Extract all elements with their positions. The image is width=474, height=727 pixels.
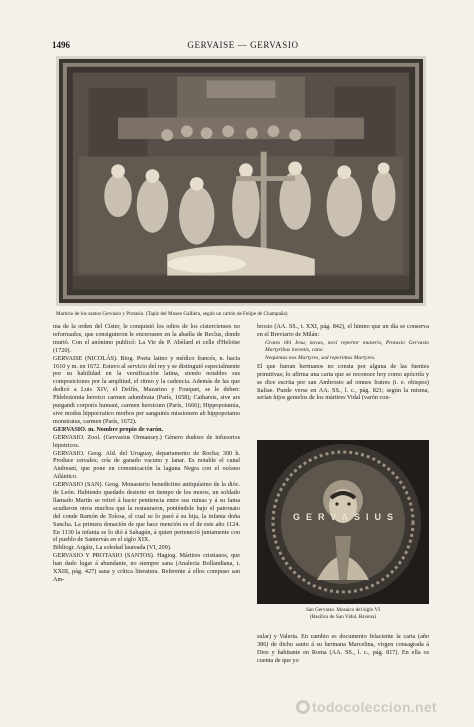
paragraph: GERVASIO (SAN). Geog. Monasterio benedictino antiquísimo de la dióc. de León. Habiendo quedado desierto en tiempo de los moros, un soldado llamado Martín se retiró á hacer penitencia entre sus ruinas y á su fama acudieron otros muchos que la restauraron, poniéndole bajo el patronato del conde Ramón de Tolosa, el cual se lo pasó á su hija, la infanta doña Sancha. La primera donación de que hace mención es el de este año 1124. En 1130 la infanta se lo dió á Sahagún, á quien perteneció juntamente con el pueblo de Santervás en el siglo XIX. xyxy=(53,481,240,544)
mosaic-caption-line: San Gervasio. Mosaico del siglo VI xyxy=(306,607,380,613)
tapestry-illustration xyxy=(56,56,426,306)
tapestry-image xyxy=(59,59,423,303)
paragraph: GERVASIO. Zool. (Gervasius Ormansey.) Género dudoso de infusorios hipotricos. xyxy=(53,433,240,449)
paragraph: GERVASIO. Geog. Ald. del Uruguay, departamento de Rocha; 300 h. Produce cereales; cría de ganado vacuno y lanar. Es notable el canal Andreani, que pone en comunicación la laguna Negra con el océano Atlántico. xyxy=(53,449,240,481)
paragraph: brosio (AA. SS., t. XXI, pág. 842), el himno que un día se conserva en el Breviario de Milán: xyxy=(257,323,429,338)
tapestry-caption: Martirio de los santos Gervasio y Protasio. (Tapiz del Museo Galliera, según un cartón de Felipe de Champaña) xyxy=(56,311,288,317)
right-text-column-top xyxy=(257,323,429,437)
paragraph: El que fueran hermanos no consta por alguna de las fuentes primitivas; lo afirma una carta que se reconoce hoy como apócrifa y se dice escrita por san Ambrosio ad omnes fratres (i. e. obispos) Italiae. Puede verse en AA. SS., l. c., pág. 821; según la misma, serían hijos gemelos de los mártires Vidal (varón con- xyxy=(257,362,429,402)
paragraph: GERVASIO. m. Nombre propio de varón. xyxy=(53,425,164,433)
left-text-column xyxy=(53,323,240,669)
hymn-verse: Grates tibi Jesu, novas, novi repertor muneris, Protasio Gervasio Martyribus inventis, cano xyxy=(265,339,429,353)
mosaic-inscription: GERVASIUS xyxy=(293,512,393,522)
running-head xyxy=(52,40,434,52)
watermark-text: todocoleccion.net xyxy=(312,699,437,715)
paragraph: ma de la orden del Císter, le conquistó los odios de los cistercienses no reformados, que consiguieron le encerrasen en la abadía de Reclus, donde murió. Con el anónimo publicó: La Vie de P. Abélard et celle d'Heloïse (1720). xyxy=(53,323,240,354)
mosaic-illustration xyxy=(257,440,429,604)
hymn-verse: Nequimus nos Martyres, sed reperimus Martyres. xyxy=(265,354,376,361)
mosaic-caption xyxy=(257,607,429,620)
right-text-column-bottom xyxy=(257,633,429,693)
watermark xyxy=(296,699,460,719)
mosaic-image xyxy=(257,440,429,604)
paragraph: sular) y Valeria. En cambio es documento felaciente la carta (año 386) de dicho santo á su hermana Marcelina, virgen consagrada á Dios y habitante en Roma (AA. SS., l. c., pág. 817). En ella os cuenta de que yo xyxy=(257,633,429,664)
running-title: GERVAISE — GERVASIO xyxy=(187,40,299,50)
paragraph: GERVAISE (NICOLÁS). Biog. Poeta latino y médico francés, n. hacia 1610 y m. en 1672. Estuvo al servicio del rey y se distinguió especialmente por su habilidad en la versificación latina, siendo notables sus composiciones por la amplitud, el ritmo y la cadencia. Además de las que dedicó a Luis XIV, el Delfín, Mazarino y Fouquet, se le deben: Phlebotomia heroico carmen adumbrata (París, 1658); Catharsis, sive ars purgandi corporis humani, carmen heroicum (París, 1666); Hippopotamia, sive modus hippocratico morbos per sanguinis missionem ab hippopotamo monstratus, carmen (París, 1672). xyxy=(53,354,240,425)
mosaic-caption-line: (Basílica de San Vidal, Ravena) xyxy=(309,613,376,620)
paragraph: GERVASIO Y PROTASIO (SANTOS). Hagiog. Mártires cristianos, que han dado lugar á abundante, no siempre sana (Analecta Bollandiana, t. XXIII, pág. 427) sana y crítica literatura. Referente á ellos compuso san Am- xyxy=(53,552,240,583)
page-number: 1496 xyxy=(52,40,70,50)
watermark-logo-icon xyxy=(296,700,310,714)
paragraph: Bibliogr. Argáiz, La soledad laureada (VI, 209). xyxy=(53,544,172,552)
